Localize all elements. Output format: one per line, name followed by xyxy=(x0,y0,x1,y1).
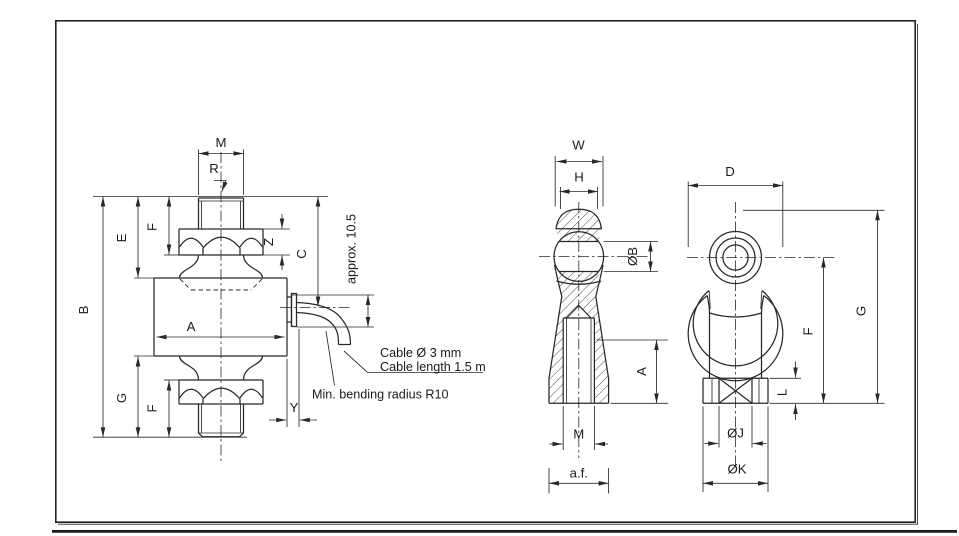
dim-label-b: B xyxy=(76,305,91,315)
note-bending-radius: Min. bending radius R10 xyxy=(312,387,449,402)
dim-label-a-eye: A xyxy=(634,367,649,376)
dim-label-r: R xyxy=(209,161,219,176)
dim-label-m-eye: M xyxy=(573,426,585,442)
dim-label-bore: ØB xyxy=(625,246,640,267)
dim-label-k: ØK xyxy=(727,461,747,477)
dim-label-d: D xyxy=(725,164,735,179)
dim-label-z: Z xyxy=(261,237,276,247)
dim-label-h: H xyxy=(574,169,584,185)
dim-label-c: C xyxy=(294,249,309,259)
dim-label-g-eye: G xyxy=(853,305,869,317)
note-cable-length: Cable length 1.5 m xyxy=(380,360,486,374)
panel-frame xyxy=(52,21,957,532)
dim-label-w: W xyxy=(572,137,585,153)
dim-label-y: Y xyxy=(289,400,299,415)
dim-label-f-bottom: F xyxy=(144,404,160,413)
dim-label-f-eye: F xyxy=(800,327,816,336)
dim-label-f-top: F xyxy=(144,222,160,232)
dim-label-cable-offset: approx. 10.5 xyxy=(344,213,359,285)
dim-label-a-transducer: A xyxy=(186,319,196,334)
dim-label-l: L xyxy=(774,388,790,397)
dim-label-j: ØJ xyxy=(727,425,744,441)
dim-label-m-transducer: M xyxy=(215,135,227,150)
dim-label-g-transducer: G xyxy=(114,392,129,404)
note-cable-diameter: Cable Ø 3 mm xyxy=(380,346,462,360)
dim-label-af: a.f. xyxy=(569,465,588,481)
dim-label-e: E xyxy=(114,233,129,243)
